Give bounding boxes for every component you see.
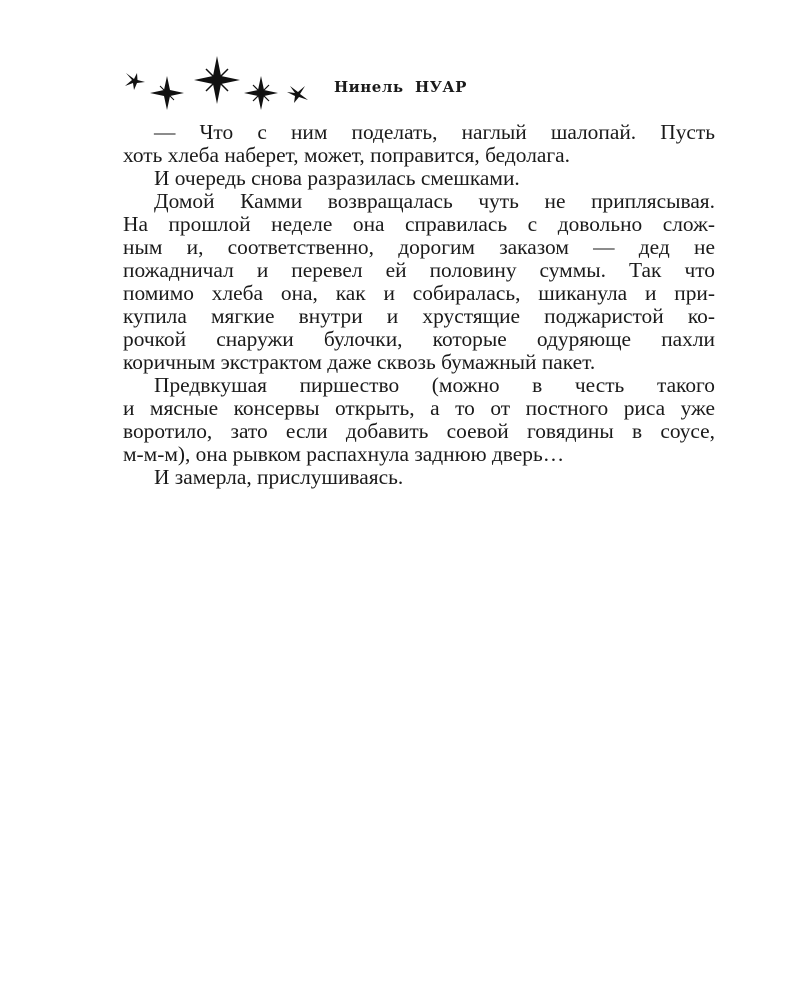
text-line: И очередь снова разразилась смешками.: [154, 166, 520, 190]
text-line: На прошлой неделе она справилась с довольно слож-: [123, 212, 715, 236]
text-line: м-м-м), она рывком распахнула заднюю дверь…: [123, 442, 565, 466]
star-ornament-icon: [122, 56, 322, 112]
paragraph: [123, 190, 715, 374]
page-header: [122, 56, 722, 112]
text-line: и мясные консервы открыть, а то от постного риса уже: [123, 396, 715, 420]
text-line: рочкой снаружи булочки, которые одуряюще пахли: [123, 327, 715, 351]
text-line: коричным экстрактом даже сквозь бумажный пакет.: [123, 350, 596, 374]
text-line: купила мягкие внутри и хрустящие поджаристой ко-: [123, 304, 715, 328]
paragraph: [123, 466, 715, 489]
paragraph: [123, 374, 715, 466]
text-line: Домой Камми возвращалась чуть не приплясывая.: [154, 189, 715, 213]
text-line: Предвкушая пиршество (можно в честь такого: [154, 373, 715, 397]
paragraph: [123, 167, 715, 190]
text-line: ным и, соответственно, дорогим заказом — дед не: [123, 235, 715, 259]
text-line: пожадничал и перевел ей половину суммы. Так что: [123, 258, 715, 282]
text-line: — Что с ним поделать, наглый шалопай. Пусть: [154, 120, 715, 144]
body-text: [123, 121, 715, 489]
text-line: помимо хлеба она, как и собиралась, шиканула и при-: [123, 281, 715, 305]
text-line: хоть хлеба наберет, может, поправится, бедолага.: [123, 143, 570, 167]
paragraph: [123, 121, 715, 167]
running-head: Нинель НУАР: [334, 78, 467, 96]
small-star-right: [287, 86, 308, 103]
text-line: И замерла, прислушиваясь.: [154, 465, 404, 489]
text-line: воротило, зато если добавить соевой говядины в соусе,: [123, 419, 715, 443]
small-star-left: [125, 73, 145, 90]
